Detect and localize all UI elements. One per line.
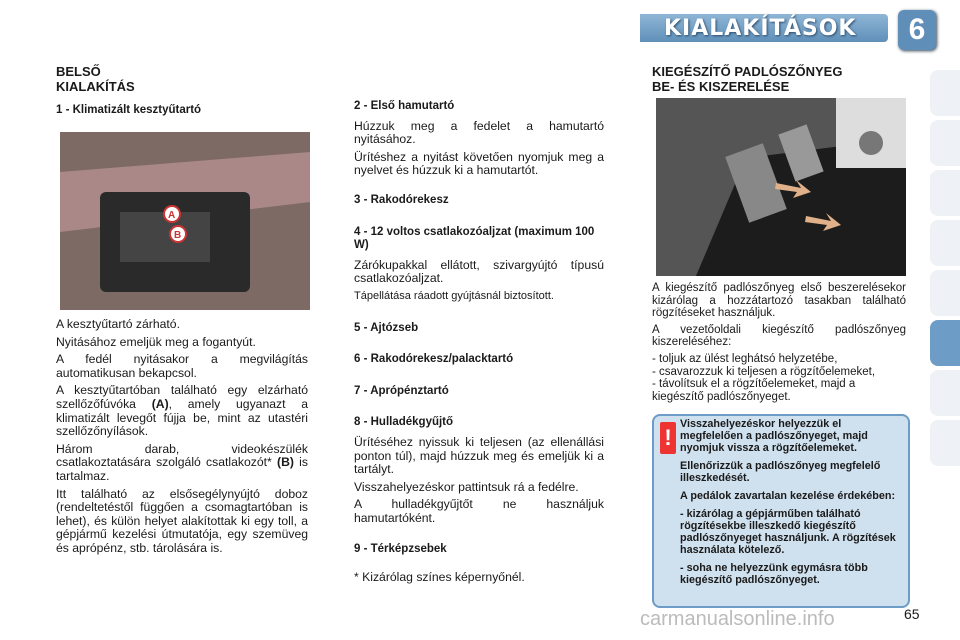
middle-body: 2 - Első hamutartó Húzzuk meg a fedelet a hamutartó nyitásához. Ürítéshez a nyitást követően nyomjuk meg a nyelvet és húzzuk ki a hamutartót. 3 - Rakodórekesz 4 - 12 voltos csatlakozóaljzat (maximum 100 W) Zárókupakkal ellátott, szivargyújtó típusú csatlakozóaljzat. Tápellátása ráadott gyújtásnál biztosított. 5 - Ajtózseb 6 - Rakodórekesz/palacktartó 7 - Aprópénztartó 8 - Hulladékgyűjtő Ürítéséhez nyissuk ki teljesen (az ellenállási ponton túl), majd húzzuk meg és emeljük ki a tartályt. Visszahelyezéskor pattintsuk rá a fedélre. A hulladékgyűjtőt ne használjuk hamutartóként. 9 - Térképzsebek * Kizárólag színes képernyőnél. [354,100,604,585]
left-body: A kesztyűtartó zárható. Nyitásához emeljük meg a fogantyút. A fedél nyitásakor a megvilágítás automatikusan bekapcsol. A kesztyűtartóban található egy elzárható szellőzőfúvóka (A), amely ugyanazt a klimatizált levegőt fújja be, mint az utastéri szellőzőnyílások. Három darab, videokészülék csatlakoztatására szolgáló csatlakozót* (B) is tartalmaz. Itt található az elsősegélynyújtó doboz (rendeltetéstől függően a csomagtartóban is lehet), és külön helyet alakítottak ki egy toll, a gépjármű kezelési útmutatója, egy szemüveg és aprópénz, stb. tárolására is. [56,317,308,555]
warning-text: Visszahelyezéskor helyezzük el megfelelően a padlószőnyeget, majd nyomjuk vissza a rögzítőelemeket. Ellenőrizzük a padlószőnyeg megfelelő illeszkedését. A pedálok zavartalan kezelése érdekében: - kizárólag a gépjárműben található rögzítésekbe illeszkedő kiegészítő padlószőnyeget használjunk. A rögzítések használata kötelező. - soha ne helyezzünk egymásra több kiegészítő padlószőnyeget. [680,418,896,586]
side-tab-active[interactable] [930,320,960,366]
side-tab[interactable] [930,120,960,166]
chapter-number: 6 [898,10,936,50]
left-section-title: BELSŐ KIALAKÍTÁS [56,64,135,94]
floor-mat-photo [656,98,906,276]
side-tab[interactable] [930,420,960,466]
label-b: B [174,230,182,241]
right-body: A kiegészítő padlószőnyeg első beszerelésekor kizárólag a hozzátartozó tasakban található rögzítéseket használjuk. A vezetőoldali kiegészítő padlószőnyeg kiszereléséhez: - toljuk az ülést leghátsó helyzetébe, - csavarozzuk ki teljesen a rögzítőelemeket, - távolítsuk el a rögzítőelemeket, majd a kiegészítő padlószőnyeget. [652,282,906,403]
page-number: 65 [904,606,920,622]
warning-icon: ! [660,422,676,454]
side-tab[interactable] [930,170,960,216]
right-section-title: KIEGÉSZÍTŐ PADLÓSZŐNYEG BE- ÉS KISZERELÉSE [652,64,843,94]
side-tab[interactable] [930,70,960,116]
label-a: A [168,210,176,221]
chapter-title: KIALAKÍTÁSOK [664,16,857,41]
glovebox-photo [60,132,310,310]
side-tab[interactable] [930,370,960,416]
side-tab[interactable] [930,220,960,266]
side-tabs [930,70,960,470]
side-tab[interactable] [930,270,960,316]
watermark: carmanualsonline.info [640,608,835,630]
item-1-heading: 1 - Klimatizált kesztyűtartó [56,104,202,116]
